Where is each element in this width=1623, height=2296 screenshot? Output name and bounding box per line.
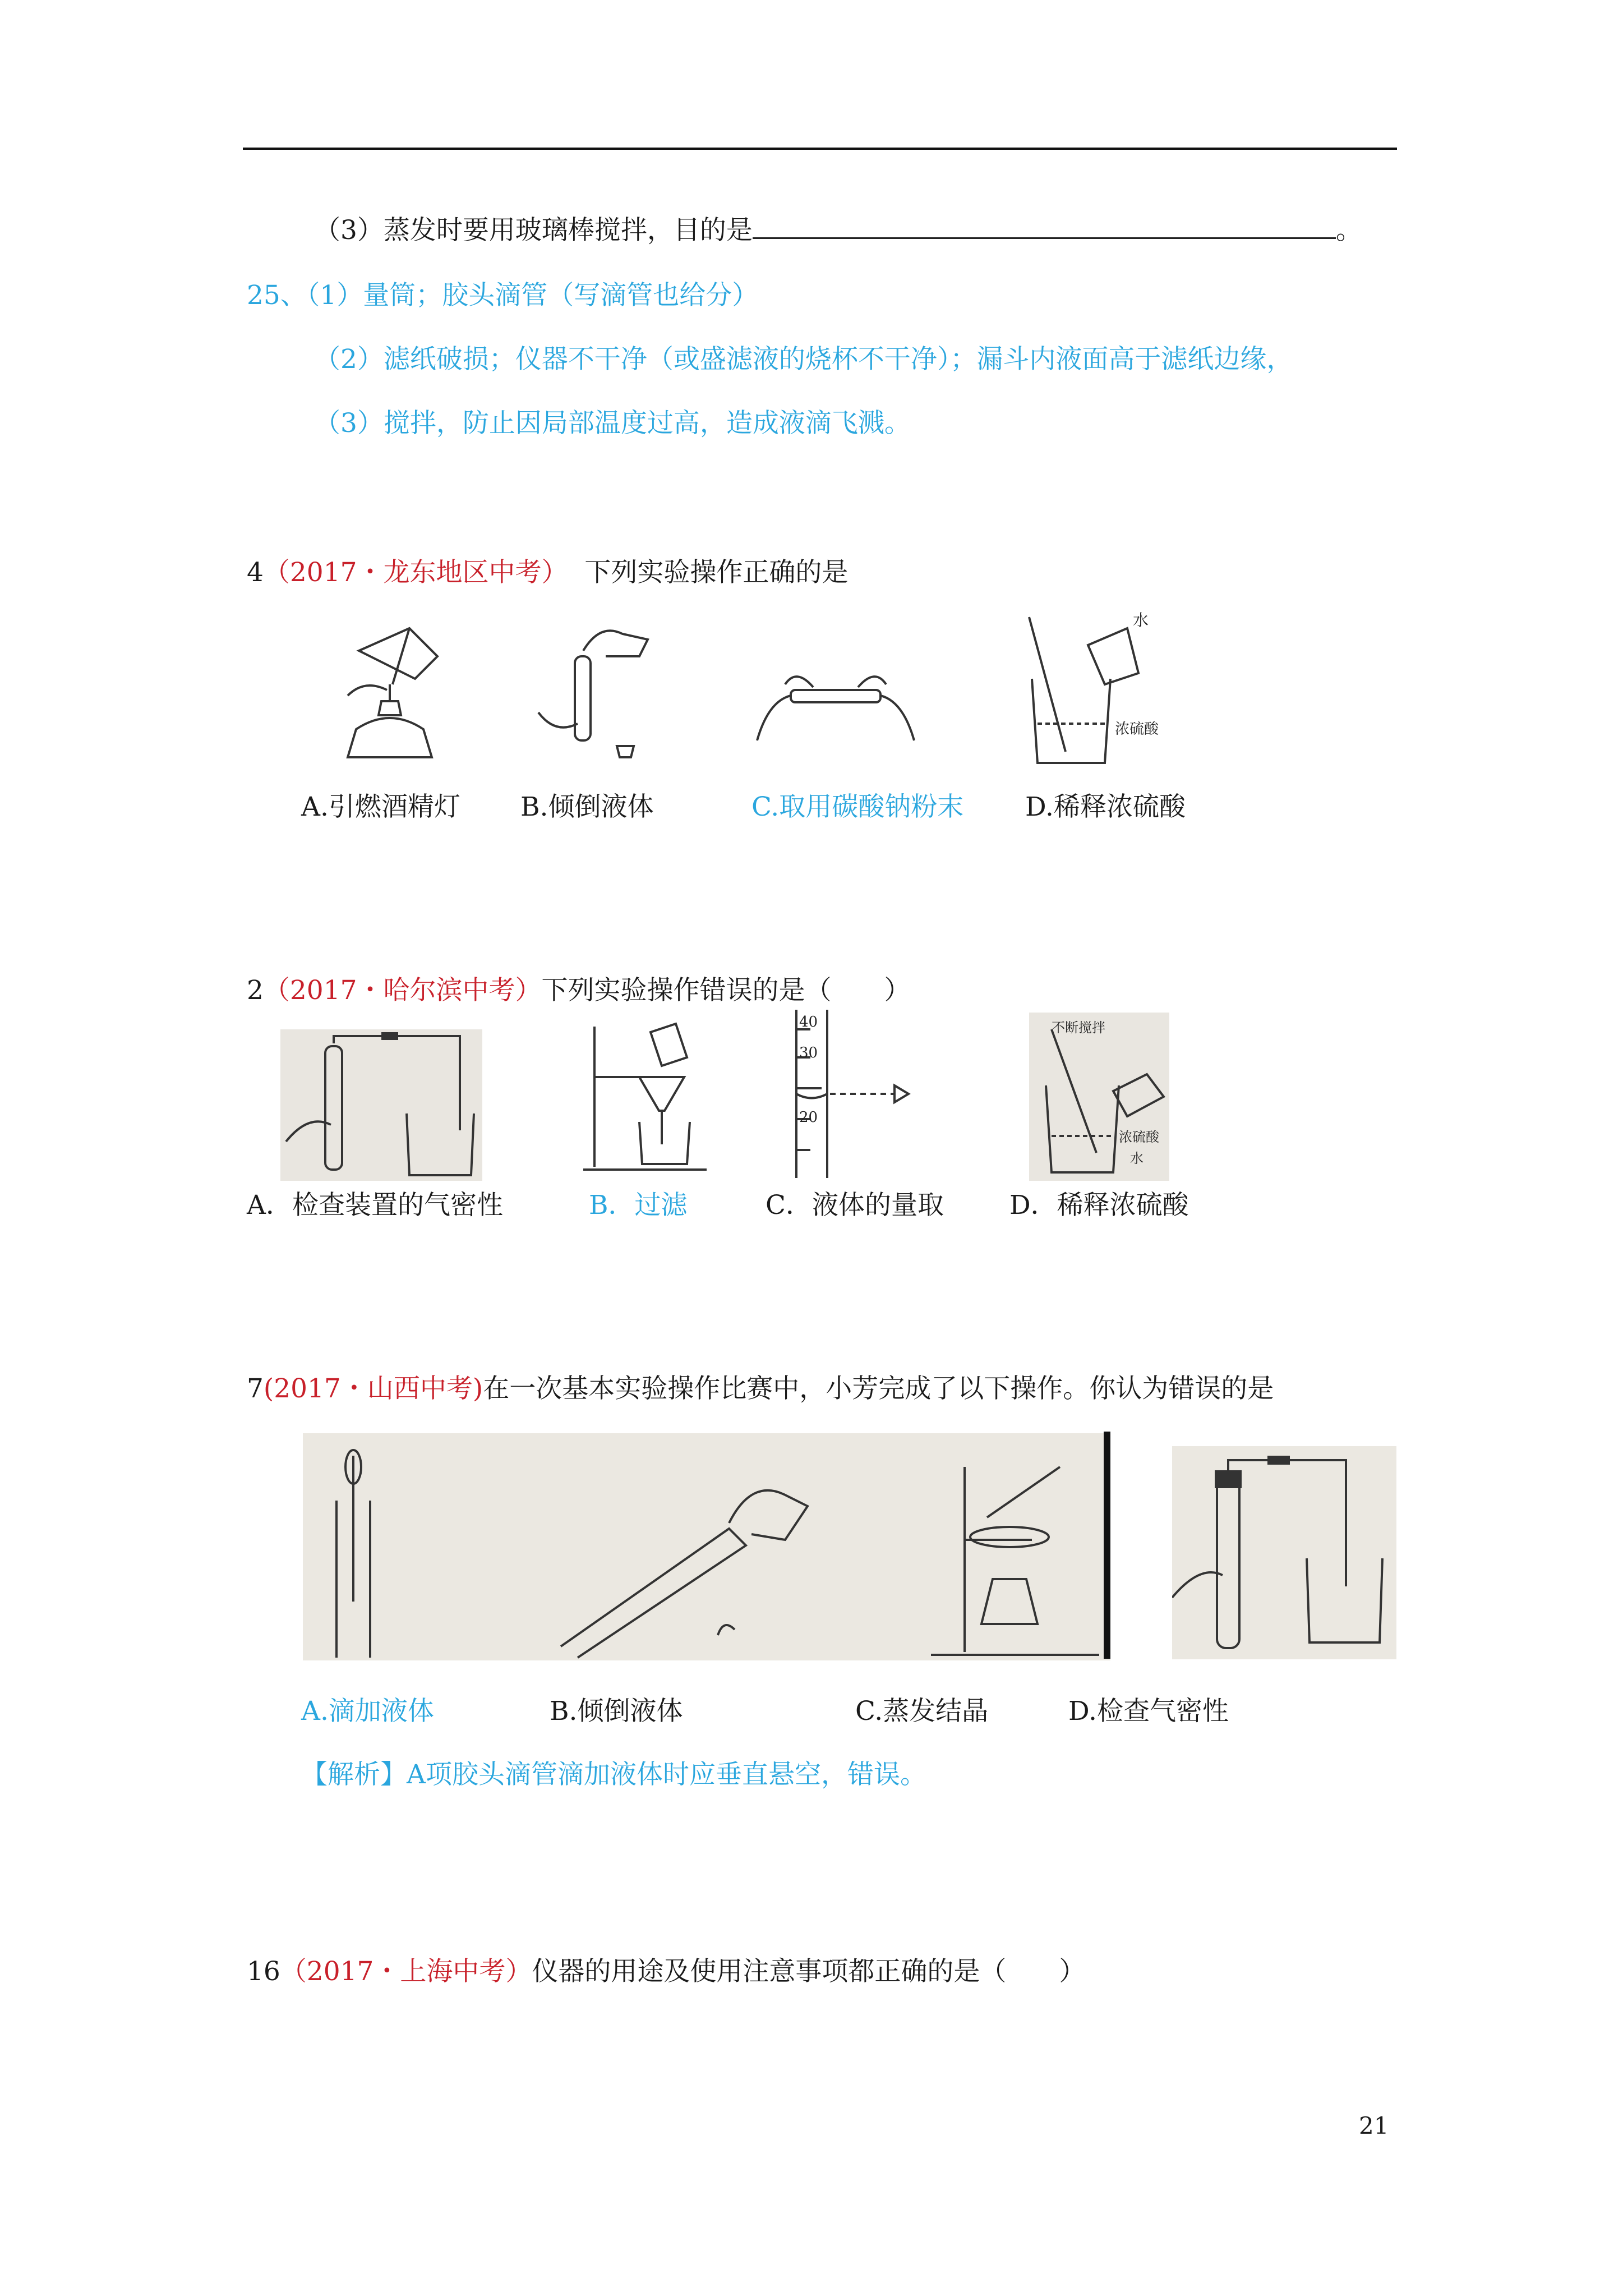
q2-figure-b-filtration [578,1015,723,1184]
q7-option-c[interactable]: C.蒸发结晶 [855,1696,989,1727]
q2-figure-d-dilute-acid [1029,1013,1169,1181]
q4-option-b[interactable]: B.倾倒液体 [520,792,654,822]
page-number: 21 [1359,2112,1389,2139]
answer-blank [753,216,1336,239]
q16-stem-line [247,1954,1085,1989]
q4-stem: 下列实验操作正确的是 [584,557,849,588]
q4-figure-c-powder [751,645,920,746]
q4-source: （2017・龙东地区中考） [263,557,568,588]
q7-option-a[interactable]: A.滴加液体 [301,1696,434,1727]
answer-25-line3: （3）搅拌，防止因局部温度过高，造成液滴飞溅。 [314,408,911,439]
q4-number: 4 [247,557,264,588]
q2-option-a[interactable]: A．检查装置的气密性 [247,1190,503,1221]
q2-fig-label-acid: 浓硫酸 [1119,1129,1159,1145]
q2-option-b[interactable]: B．过滤 [589,1190,688,1221]
q4-fig-label-acid: 浓硫酸 [1115,721,1159,738]
answer-25-num: 25、 [247,280,307,311]
q2-fig-label-stir: 不断搅拌 [1052,1020,1105,1036]
prev-question-item3 [314,213,1362,248]
q16-source: （2017・上海中考） [280,1956,532,1987]
q4-figure-a-alcohol-lamp [325,617,454,763]
q7-figure-d-airtightness [1172,1446,1396,1659]
q7-stem: 在一次基本实验操作比赛中，小芳完成了以下操作。你认为错误的是 [483,1373,1274,1404]
q2-fig-tick-40: 40 [799,1014,818,1030]
q4-option-c[interactable]: C.取用碳酸钠粉末 [751,792,964,822]
q7-stem-line [247,1372,1274,1406]
q4-option-a[interactable]: A.引燃酒精灯 [301,792,460,822]
q2-fig-tick-30: 30 [799,1045,818,1061]
q2-option-c[interactable]: C．液体的量取 [766,1190,944,1221]
q2-number: 2 [247,975,264,1006]
q16-number: 16 [247,1956,280,1987]
q2-fig-label-water: 水 [1130,1151,1144,1166]
q4-figure-d-dilute-acid [1021,611,1166,769]
q7-figure-strip [303,1433,1110,1660]
q4-option-d[interactable]: D.稀释浓硫酸 [1025,792,1186,822]
q4-figure-b-pour-liquid [527,617,662,763]
q16-stem: 仪器的用途及使用注意事项都正确的是（ ） [532,1956,1086,1987]
q7-number: 7 [247,1373,264,1404]
q2-figure-a-airtightness [280,1029,482,1181]
q7-figure-divider [1104,1432,1110,1659]
answer-25-text1: （1）量筒；胶头滴管（写滴管也给分） [306,280,759,311]
q2-stem-line [247,973,911,1008]
q7-analysis: 【解析】A项胶头滴管滴加液体时应垂直悬空，错误。 [301,1759,926,1790]
q2-figure-c-measure-liquid [788,1010,934,1184]
q2-source: （2017・哈尔滨中考） [263,975,542,1006]
item3-prefix: （3）蒸发时要用玻璃棒搅拌，目的是 [314,215,753,246]
q4-stem-line [247,555,848,590]
q2-stem: 下列实验操作错误的是（ ） [541,975,911,1006]
q7-option-d[interactable]: D.检查气密性 [1068,1696,1229,1727]
answer-25-line2: （2）滤纸破损；仪器不干净（或盛滤液的烧杯不干净）；漏斗内液面高于滤纸边缘， [314,344,1293,375]
q2-fig-tick-20: 20 [799,1109,818,1126]
header-rule [243,148,1397,150]
q7-source: (2017・山西中考) [263,1373,483,1404]
q7-option-b[interactable]: B.倾倒液体 [550,1696,683,1727]
item3-suffix: 。 [1335,215,1362,246]
q2-option-d[interactable]: D．稀释浓硫酸 [1009,1190,1189,1221]
q4-fig-label-water: 水 [1133,611,1149,629]
answer-25-line1 [247,278,758,313]
